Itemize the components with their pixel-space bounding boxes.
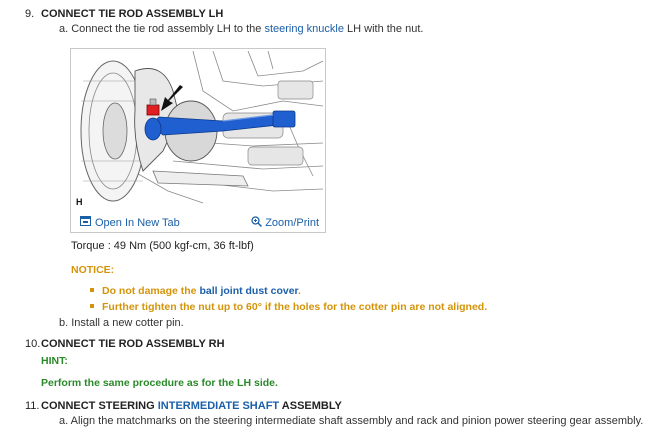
hint-text: Perform the same procedure as for the LH side. <box>41 377 278 389</box>
step-11-number: 11. <box>25 400 40 412</box>
open-in-new-tab-label: Open In New Tab <box>95 216 180 229</box>
bullet-square-icon <box>90 304 94 308</box>
notice-bullet-1-suffix: . <box>298 285 301 297</box>
notice-title: NOTICE: <box>71 264 115 276</box>
step-9b-text: b. Install a new cotter pin. <box>59 317 184 329</box>
bullet-square-icon <box>90 288 94 292</box>
zoom-print-button[interactable] <box>251 216 319 230</box>
step-10-heading <box>25 338 225 350</box>
steering-knuckle-link[interactable]: steering knuckle <box>264 23 344 35</box>
torque-spec: Torque : 49 Nm (500 kgf-cm, 36 ft-lbf) <box>71 240 254 252</box>
step-9a-text <box>59 23 423 35</box>
notice-bullet-2-text: Further tighten the nut up to 60° if the holes for the cotter pin are not aligned. <box>102 301 488 313</box>
step-9-number: 9. <box>25 8 35 20</box>
step-11-heading <box>25 400 342 412</box>
step-9a-prefix: a. Connect the tie rod assembly LH to the <box>59 23 265 35</box>
figure-toolbar <box>71 211 325 232</box>
step-10-title: CONNECT TIE ROD ASSEMBLY RH <box>41 338 225 350</box>
open-in-new-tab-button[interactable] <box>80 216 180 229</box>
step-9-title: CONNECT TIE ROD ASSEMBLY LH <box>41 8 224 20</box>
ball-joint-dust-cover-link[interactable]: ball joint dust cover <box>199 285 299 297</box>
step-11-title-suffix: ASSEMBLY <box>279 400 342 412</box>
zoom-icon <box>251 216 262 230</box>
intermediate-shaft-link[interactable]: INTERMEDIATE SHAFT <box>157 400 280 412</box>
notice-bullet-1-prefix: Do not damage the <box>102 285 200 297</box>
tie-rod-illustration <box>73 51 323 208</box>
step-9a-suffix: LH with the nut. <box>343 23 424 35</box>
hint-title: HINT: <box>41 355 68 367</box>
step-11a-text: a. Align the matchmarks on the steering intermediate shaft assembly and rack and pinion power steering gear assembly. <box>59 415 644 427</box>
step-9-heading <box>25 8 223 20</box>
figure-letter: H <box>76 197 83 207</box>
notice-bullet-2 <box>90 301 487 313</box>
notice-bullet-1 <box>90 285 301 297</box>
zoom-print-label: Zoom/Print <box>265 217 319 229</box>
open-in-new-tab-icon <box>80 216 91 229</box>
tie-rod-figure <box>70 48 326 233</box>
step-10-number: 10. <box>25 338 41 350</box>
step-11-title-prefix: CONNECT STEERING <box>41 400 158 412</box>
